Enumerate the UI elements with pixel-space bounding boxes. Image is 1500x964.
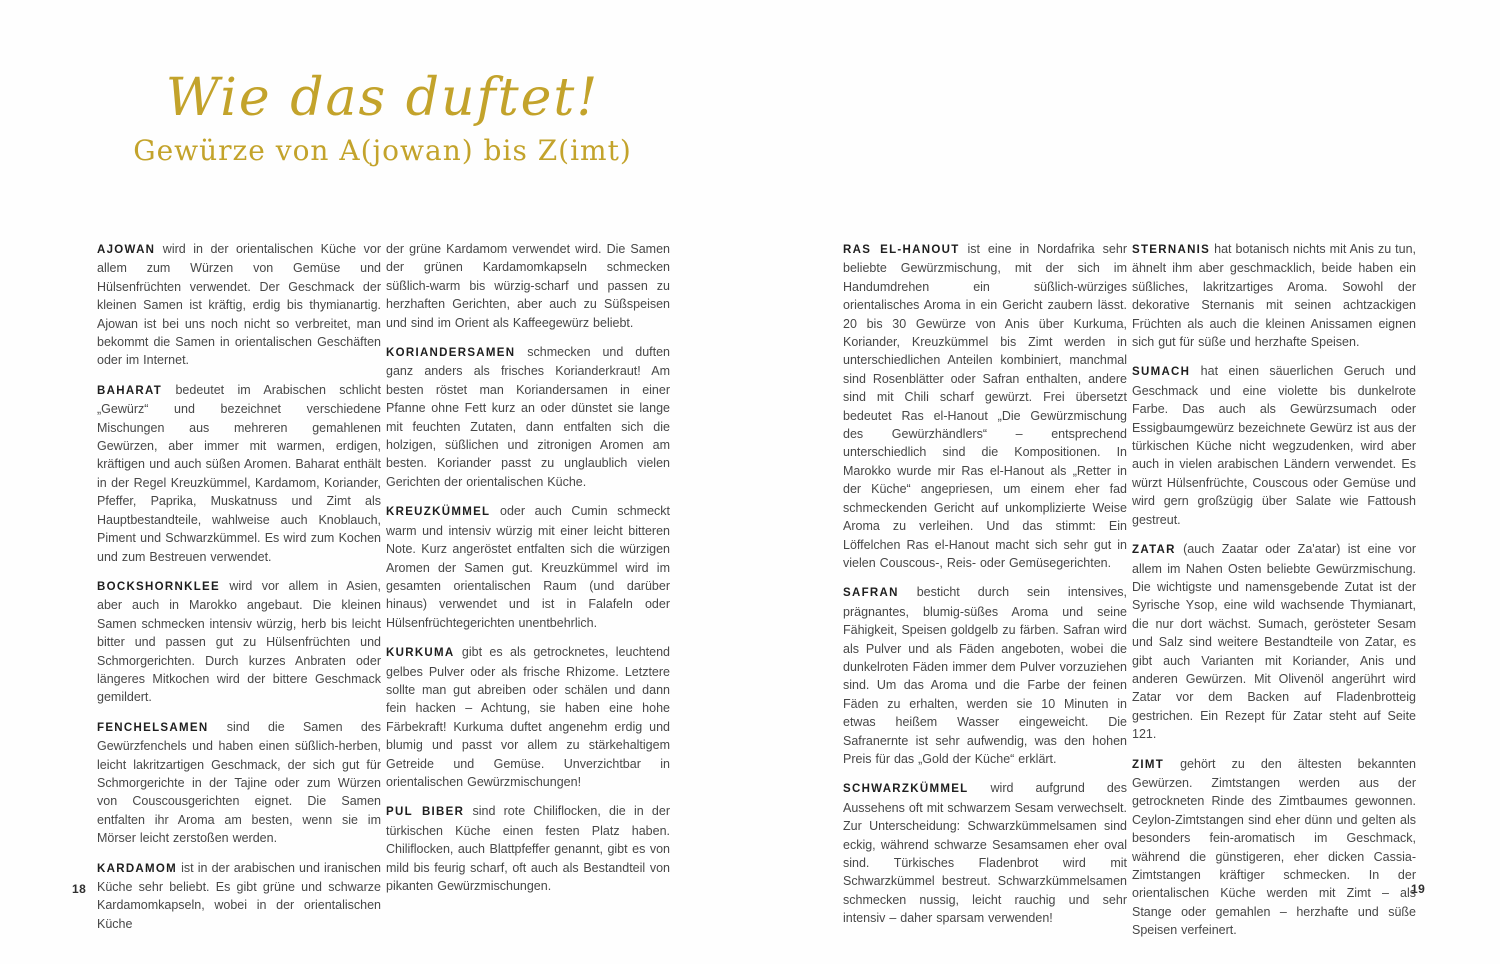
spice-entry: RAS EL-HANOUT ist eine in Nordafrika sehr beliebte Gewürzmischung, mit der sich im Handumdrehen ein süßlich-würziges orientalisches Aroma in ein Gericht zaubern lässt. 20 bis 30 Gewürze von Anis über Kurkuma, Koriander, Kreuzkümmel bis Zimt werden in unterschiedlichen Anteilen kombiniert, manchmal sind Rosenblätter oder Safran enthalten, andere sind mit Chili scharf gewürzt. Frei übersetzt bedeutet Ras el-Hanout „Die Gewürzmischung des Gewürzhändlers“ – entsprechend unterschiedlich sind die Kompositionen. In Marokko wurde mir Ras el-Hanout als „Retter in der Küche“ angepriesen, um einem eher fad schmeckenden Gericht auf unkomplizierte Weise Aroma zu verleihen. Und das stimmt: Ein Löffelchen Ras el-Hanout macht sich sehr gut in vielen Couscous-, Reis- oder Gemüsegerichten. bbox=[843, 242, 1128, 570]
spice-term: SUMACH bbox=[1132, 366, 1191, 379]
spice-term: KARDAMOM bbox=[97, 862, 178, 875]
text-column-3 bbox=[843, 240, 1127, 939]
spice-entry: SCHWARZKÜMMEL wird aufgrund des Aussehens oft mit schwarzem Sesam verwechselt. Zur Unterscheidung: Schwarzkümmelsamen sind eckig, während schwarze Sesamsamen eher oval sind. Türkisches Fladenbrot wird mit Schwarzkümmel bestreut. Schwarzkümmelsamen schmecken nussig, leicht rauchig und sehr intensiv – daher sparsam verwenden! bbox=[843, 781, 1127, 926]
chapter-subtitle: Gewürze von A(jowan) bis Z(imt) bbox=[133, 134, 632, 167]
spice-term: KREUZKÜMMEL bbox=[386, 506, 491, 519]
spice-entry: KORIANDERSAMEN schmecken und duften ganz anders als frisches Korianderkraut! Am besten röstet man Koriandersamen in einer Pfanne ohne Fett kurz an oder dünstet sie lange mit feuchten Zutaten, dann entfalten sich die holzigen, süßlichen und zitronigen Aromen am besten. Koriander passt zu unglaublich vielen Gerichten der orientalischen Küche. bbox=[386, 345, 670, 489]
spice-term: KURKUMA bbox=[386, 647, 455, 660]
spice-term: ZIMT bbox=[1132, 758, 1165, 771]
spice-entry: KURKUMA gibt es als getrocknetes, leuchtend gelbes Pulver oder als frische Rhizome. Letztere sollte man gut abreiben oder schälen und dann fein hacken – Achtung, sie haben eine hohe Färbekraft! Kurkuma duftet angenehm erdig und blumig und passt vor allem zu stärkehaltigem Getreide und Gemüse. Unverzichtbar in orientalischen Gewürzmischungen! bbox=[386, 645, 670, 789]
spice-entry: KARDAMOM ist in der arabischen und iranischen Küche sehr beliebt. Es gibt grüne und schwarze Kardamomkapseln, wobei in der orientalischen Küche bbox=[97, 860, 381, 931]
spice-term: BAHARAT bbox=[97, 384, 163, 397]
spice-entry: FENCHELSAMEN sind die Samen des Gewürzfenchels und haben einen süßlich-herben, leicht lakritzartigen Geschmack, der sich gut für Schmorgerichte in der Tajine oder zum Würzen von Couscousgerichten eignet. Die Samen entfalten ihr Aroma am besten, wenn sie im Mörser leicht zerstoßen werden. bbox=[97, 719, 381, 846]
spice-entry: ZIMT gehört zu den ältesten bekannten Gewürzen. Zimtstangen werden aus der getrockneten Rinde des Zimtbaumes gewonnen. Ceylon-Zimtstangen sind eher dünn und gelten als besonders fein-aromatisch im Geschmack, während die günstigeren, eher dicken Cassia-Zimtstangen kräftiger schmecken. In der orientalischen Küche werden mit Zimt – als Stange oder gemahlen – herzhafte und süße Speisen verfeinert. bbox=[1132, 756, 1416, 938]
spice-term: ZATAR bbox=[1132, 544, 1176, 557]
spice-term: STERNANIS bbox=[1132, 244, 1211, 256]
spice-entry: KREUZKÜMMEL oder auch Cumin schmeckt warm und intensiv würzig mit einer leicht bitteren Note. Kurz angeröstet entfalten sich die würzigen Aromen der Samen gut. Kreuzkümmel wird im gesamten orientalischen Raum (und darüber hinaus) verwendet und ist in Falafeln oder Hülsenfrüchtegerichten unentbehrlich. bbox=[386, 504, 670, 630]
spice-entry: SUMACH hat einen säuerlichen Geruch und Geschmack und eine violette bis dunkelrote Farbe. Das auch als Gewürzsumach oder Essigbaumgewürz bezeichnete Gewürz ist aus der türkischen Küche nicht wegzudenken, wird aber auch in vielen arabischen Ländern verwendet. Es würzt Hülsenfrüchte, Couscous oder Gemüse und wird gern großzügig über Salate wie Fattoush gestreut. bbox=[1132, 364, 1416, 527]
spice-entry: BOCKSHORNKLEE wird vor allem in Asien, aber auch in Marokko angebaut. Die kleinen Samen schmecken intensiv würzig, herb bis leicht bitter und passen gut zu Hülsenfrüchten und Schmorgerichten. Durch kurzes Anbraten oder längeres Mitkochen wird der bittere Geschmack gemildert. bbox=[97, 578, 381, 705]
spice-entry: AJOWAN wird in der orientalischen Küche vor allem zum Würzen von Gemüse und Hülsenfrüchten verwendet. Der Geschmack der kleinen Samen ist kräftig, erdig bis thymianartig. Ajowan ist bei uns noch nicht so verbreitet, man bekommt die Samen in orientalischen Geschäften oder im Internet. bbox=[97, 242, 381, 368]
text-column-4 bbox=[1132, 240, 1416, 951]
page-number-right: 19 bbox=[1411, 882, 1426, 896]
spice-term: SAFRAN bbox=[843, 587, 899, 600]
text-column-1 bbox=[97, 240, 381, 944]
spice-entry: PUL BIBER sind rote Chiliflocken, die in der türkischen Küche einen festen Platz haben. Chiliflocken, auch Blattpfeffer genannt, gibt es von mild bis feurig scharf, oft auch als Bestandteil von pikanten Gewürzmischungen. bbox=[386, 804, 670, 893]
spice-term: FENCHELSAMEN bbox=[97, 721, 209, 734]
chapter-header bbox=[95, 68, 670, 168]
spice-entry: SAFRAN besticht durch sein intensives, prägnantes, blumig-süßes Aroma und seine Fähigkeit, Speisen goldgelb zu färben. Safran wird als Pulver und als Fäden angeboten, wobei die dunkelroten Fäden immer dem Pulver vorzuziehen sind. Um das Aroma und die Farbe der feinen Fäden zu erhalten, werden sie 10 Minuten in etwas heißem Wasser eingeweicht. Die Safranernte ist sehr aufwendig, was den hohen Preis für das „Gold der Küche“ erklärt. bbox=[843, 585, 1127, 766]
spice-entry: ZATAR (auch Zaatar oder Za'atar) ist eine vor allem im Nahen Osten beliebte Gewürzmischung. Die wichtigste und namensgebende Zutat ist der Syrische Ysop, eine wild wachsende Thymianart, die nur dort wächst. Sumach, gerösteter Sesam und Salz sind weitere Bestandteile von Zatar, es gibt auch Varianten mit Koriander, Anis und anderen Gewürzen. Mit Olivenöl angerührt wird Zatar vor dem Backen auf Fladenbrotteig gestrichen. Ein Rezept für Zatar steht auf Seite 121. bbox=[1132, 542, 1416, 742]
spice-term: RAS EL-HANOUT bbox=[843, 244, 960, 256]
spice-term: BOCKSHORNKLEE bbox=[97, 580, 220, 593]
text-column-2 bbox=[386, 240, 670, 906]
spice-term: KORIANDERSAMEN bbox=[386, 347, 516, 360]
page-number-left: 18 bbox=[72, 882, 87, 896]
spice-entry: BAHARAT bedeutet im Arabischen schlicht „Gewürz“ und bezeichnet verschiedene Mischungen aus mehreren gemahlenen Gewürzen, aber immer mit warmen, erdigen, kräftigen und auch süßen Aromen. Baharat enthält in der Regel Kreuzkümmel, Kardamom, Koriander, Pfeffer, Paprika, Muskatnuss und Zimt als Hauptbestandteile, wahlweise auch Knoblauch, Piment und Schwarzkümmel. Es wird zum Kochen und zum Bestreuen verwendet. bbox=[97, 382, 381, 564]
spice-entry: der grüne Kardamom verwendet wird. Die Samen der grünen Kardamomkapseln schmecken süßlich-warm bis würzig-scharf und passen zu herzhaften Gerichten, aber auch zu Süßspeisen und sind im Orient als Kaffeegewürz beliebt. bbox=[386, 242, 670, 330]
spice-term: AJOWAN bbox=[97, 244, 156, 256]
spice-term: SCHWARZKÜMMEL bbox=[843, 783, 969, 796]
spice-term: PUL BIBER bbox=[386, 806, 465, 819]
chapter-title: Wie das duftet! bbox=[165, 68, 600, 128]
spice-entry: STERNANIS hat botanisch nichts mit Anis zu tun, ähnelt ihm aber geschmacklich, beide haben ein süßliches, lakritzartiges Aroma. Sowohl der dekorative Sternanis mit seinen achtzackigen Früchten als auch die kleinen Anissamen eignen sich gut für süße und herzhafte Speisen. bbox=[1132, 242, 1416, 350]
